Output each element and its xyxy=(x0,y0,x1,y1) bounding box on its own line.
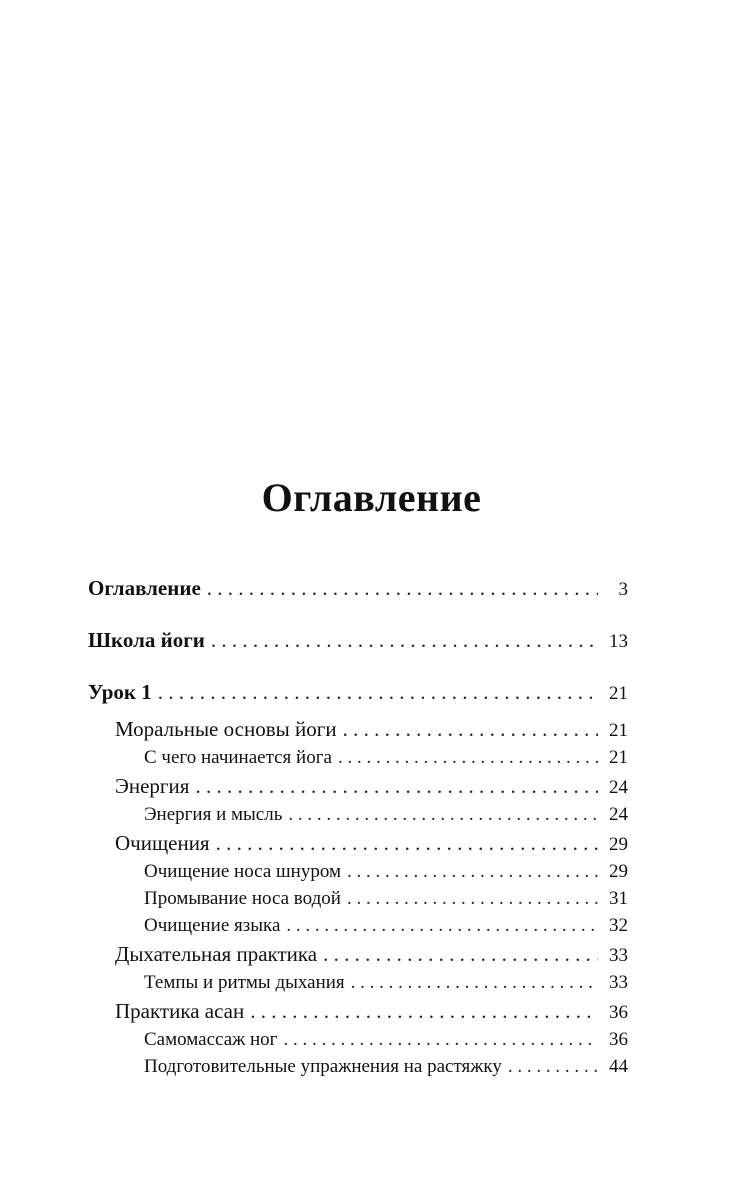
toc-entry-label: Очищения xyxy=(115,831,210,855)
dot-leader xyxy=(351,969,598,996)
toc-entry-label: Энергия и мысль xyxy=(144,804,283,825)
dot-leader xyxy=(347,885,598,912)
toc-entry-nose-cord-cleansing[interactable] xyxy=(88,858,628,885)
toc-entry-breathing-tempos[interactable] xyxy=(88,969,628,996)
toc-entry-page: 36 xyxy=(609,1002,628,1023)
toc-entry-label: Очищение языка xyxy=(144,915,281,936)
toc-entry-label: Очищение носа шнуром xyxy=(144,861,341,882)
toc-entry-label: Энергия xyxy=(115,774,190,798)
toc-entry-asana-practice[interactable] xyxy=(88,996,628,1026)
dot-leader xyxy=(288,801,598,828)
toc-entry-energy[interactable] xyxy=(88,771,628,801)
dot-leader xyxy=(347,858,598,885)
toc-entry-page: 29 xyxy=(609,834,628,855)
toc-entry-label: Урок 1 xyxy=(88,680,152,704)
dot-leader xyxy=(286,912,598,939)
dot-leader xyxy=(338,744,598,771)
toc-entry-label: Оглавление xyxy=(88,576,201,600)
page-title: Оглавление xyxy=(261,475,482,520)
toc-entry-page: 13 xyxy=(609,631,628,652)
toc-entry-page: 21 xyxy=(609,683,628,704)
toc-entry-label: Подготовительные упражнения на растяжку xyxy=(144,1056,502,1077)
toc-entry-yoga-school[interactable] xyxy=(88,624,628,656)
dot-leader xyxy=(323,939,598,969)
toc-entry-label: Моральные основы йоги xyxy=(115,717,337,741)
toc-entry-page: 33 xyxy=(609,972,628,993)
toc-entry-page: 32 xyxy=(609,915,628,936)
toc-entry-label: С чего начинается йога xyxy=(144,747,332,768)
toc-entry-label: Темпы и ритмы дыхания xyxy=(144,972,345,993)
toc-entry-page: 24 xyxy=(609,804,628,825)
dot-leader xyxy=(283,1026,598,1053)
dot-leader xyxy=(508,1053,598,1080)
toc-entry-stretching-exercises[interactable] xyxy=(88,1053,628,1080)
toc-entry-energy-and-thought[interactable] xyxy=(88,801,628,828)
dot-leader xyxy=(216,828,598,858)
dot-leader xyxy=(343,714,598,744)
toc-entry-label: Промывание носа водой xyxy=(144,888,341,909)
toc-entry-breathing-practice[interactable] xyxy=(88,939,628,969)
toc-entry-page: 3 xyxy=(618,579,628,600)
toc-entry-lesson-1[interactable] xyxy=(88,676,628,708)
dot-leader xyxy=(207,572,598,604)
toc-entry-cleansings[interactable] xyxy=(88,828,628,858)
toc-entry-label: Дыхательная практика xyxy=(115,942,318,966)
table-of-contents xyxy=(88,572,628,1080)
toc-entry-label: Школа йоги xyxy=(88,628,205,652)
toc-entry-moral-foundations[interactable] xyxy=(88,714,628,744)
dot-leader xyxy=(250,996,598,1026)
toc-entry-label: Практика асан xyxy=(115,999,245,1023)
toc-entry-page: 21 xyxy=(609,747,628,768)
toc-entry-label: Самомассаж ног xyxy=(144,1029,278,1050)
toc-entry-page: 31 xyxy=(609,888,628,909)
toc-entry-where-yoga-begins[interactable] xyxy=(88,744,628,771)
toc-entry-contents[interactable] xyxy=(88,572,628,604)
toc-entry-nose-water-rinse[interactable] xyxy=(88,885,628,912)
toc-entry-leg-self-massage[interactable] xyxy=(88,1026,628,1053)
dot-leader xyxy=(211,624,598,656)
toc-entry-page: 36 xyxy=(609,1029,628,1050)
dot-leader xyxy=(195,771,598,801)
toc-entry-page: 33 xyxy=(609,945,628,966)
toc-entry-page: 21 xyxy=(609,720,628,741)
toc-entry-page: 29 xyxy=(609,861,628,882)
toc-entry-tongue-cleansing[interactable] xyxy=(88,912,628,939)
toc-entry-page: 24 xyxy=(609,777,628,798)
dot-leader xyxy=(158,676,598,708)
toc-entry-page: 44 xyxy=(609,1056,628,1077)
